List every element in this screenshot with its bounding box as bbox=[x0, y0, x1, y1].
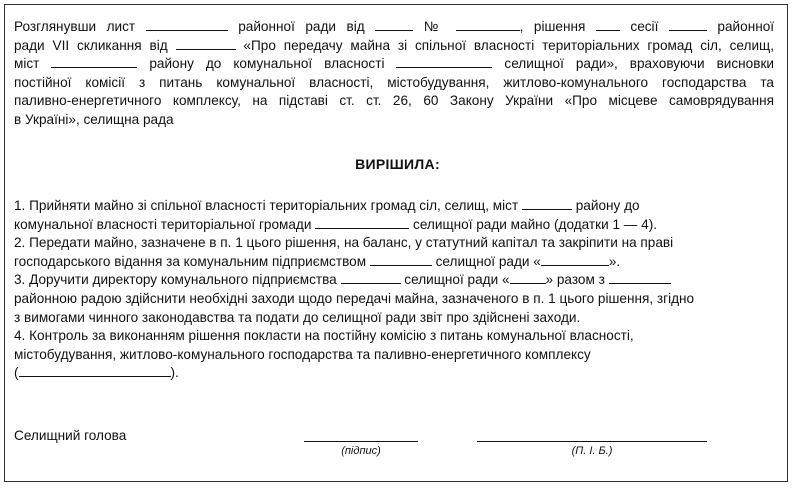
item-3-line-3: з вимогами чинного законодавства та подати до селищної ради звіт про здійснені заходи. bbox=[14, 309, 581, 325]
blank-field bbox=[146, 19, 228, 31]
text: селищної ради майно (додатки 1 — 4). bbox=[413, 216, 658, 232]
name-line bbox=[477, 441, 707, 442]
text: районної ради від bbox=[238, 19, 365, 34]
blank-field bbox=[51, 56, 137, 68]
blank-field bbox=[596, 19, 620, 31]
blank-field bbox=[669, 19, 707, 31]
text: ). bbox=[170, 365, 179, 381]
preamble-line-3 bbox=[14, 55, 774, 74]
item-3-line-2: районною радою здійснити необхідні заходи щодо передачі майна, зазначеного в п. 1 цього рішення, згідно bbox=[14, 290, 695, 306]
blank-field bbox=[522, 198, 572, 210]
text: 3. Доручити директору комунального підприємства bbox=[14, 272, 337, 288]
preamble-line-1 bbox=[14, 18, 774, 37]
blank-field bbox=[341, 272, 401, 284]
blank-field bbox=[396, 56, 492, 68]
text: сесії bbox=[630, 19, 659, 34]
decision-items bbox=[14, 197, 774, 383]
blank-field bbox=[456, 19, 520, 31]
text: селищної ради « bbox=[435, 253, 541, 269]
text: » разом з bbox=[545, 272, 605, 288]
text: районної bbox=[717, 19, 775, 34]
blank-field bbox=[541, 254, 609, 266]
item-4-line-3 bbox=[14, 364, 774, 383]
text: селищної ради», враховуючи висновки bbox=[504, 56, 775, 72]
blank-field bbox=[315, 217, 409, 229]
preamble-line-6: в Україні», селищна рада bbox=[14, 111, 174, 127]
name-caption: (П. І. Б.) bbox=[571, 445, 613, 457]
item-4-line-1: 4. Контроль за виконанням рішення покласти на постійну комісію з питань комунальної власності, bbox=[14, 328, 634, 344]
decision-heading: ВИРІШИЛА: bbox=[355, 156, 440, 172]
preamble-line-2 bbox=[14, 37, 774, 56]
text: ». bbox=[608, 253, 621, 269]
blank-field bbox=[609, 272, 671, 284]
text: міст bbox=[14, 56, 40, 72]
text: , рішення bbox=[519, 19, 586, 34]
text: ради VII скликання від bbox=[14, 37, 168, 53]
item-2-line-1: 2. Передати майно, зазначене в п. 1 цього рішення, на баланс, у статутний капітал та закріпити на праві bbox=[14, 235, 674, 251]
blank-field bbox=[176, 38, 236, 50]
preamble-line-4: постійної комісії з питань комунальної власності, містобудування, житлово-комунального господарства та bbox=[14, 74, 774, 90]
blank-field bbox=[510, 272, 546, 284]
blank-field bbox=[19, 365, 171, 377]
item-2-line-2 bbox=[14, 253, 774, 272]
item-1-line-2 bbox=[14, 216, 774, 235]
text: 1. Прийняти майно зі спільної власності територіальних громад сіл, селищ, міст bbox=[14, 198, 519, 213]
text: господарського відання за комунальним підприємством bbox=[14, 253, 367, 269]
item-3-line-1 bbox=[14, 271, 774, 290]
text: ( bbox=[14, 365, 19, 381]
text: Розглянувши лист bbox=[14, 19, 136, 34]
preamble-paragraph bbox=[14, 18, 774, 130]
preamble-line-5: паливно-енергетичного комплексу, на підставі ст. ст. 26, 60 Закону України «Про місцеве самоврядування bbox=[14, 93, 774, 109]
text: комунальної власності територіальної громади bbox=[14, 216, 312, 232]
signature-line bbox=[304, 441, 418, 442]
signature-label: Селищний голова bbox=[14, 428, 127, 443]
text: № bbox=[423, 19, 446, 34]
blank-field bbox=[370, 254, 432, 266]
text: району до комунальної власності bbox=[149, 56, 385, 72]
item-1-line-1 bbox=[14, 197, 774, 216]
item-4-line-2: містобудування, житлово-комунального господарства та паливно-енергетичного комплексу bbox=[14, 346, 591, 362]
text: «Про передачу майна зі спільної власності територіальних громад сіл, селищ, bbox=[243, 37, 775, 53]
text: району до bbox=[575, 198, 640, 213]
blank-field bbox=[375, 19, 413, 31]
text: селищної ради « bbox=[404, 272, 510, 288]
signature-caption: (підпис) bbox=[341, 445, 381, 457]
